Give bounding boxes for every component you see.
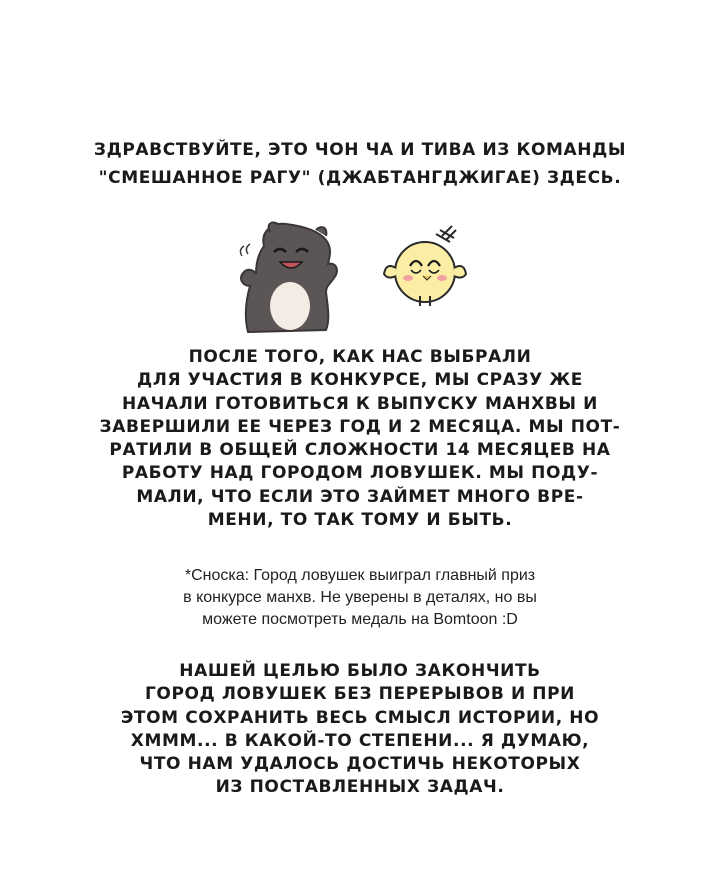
paragraph-line: РАБОТУ НАД ГОРОДОМ ЛОВУШЕК. МЫ ПОДУ- bbox=[121, 463, 599, 484]
paragraph-line: ПОСЛЕ ТОГО, КАК НАС ВЫБРАЛИ bbox=[188, 347, 532, 367]
paragraph-line: ЭТОМ СОХРАНИТЬ ВЕСЬ СМЫСЛ ИСТОРИИ, НО bbox=[120, 707, 600, 728]
paragraph-line: ГОРОД ЛОВУШЕК БЕЗ ПЕРЕРЫВОВ И ПРИ bbox=[144, 684, 576, 705]
chick-character-icon bbox=[384, 226, 466, 306]
paragraph-line: ИЗ ПОСТАВЛЕННЫХ ЗАДАЧ. bbox=[215, 777, 505, 798]
paragraph-two bbox=[0, 660, 720, 800]
seal-character-icon bbox=[240, 222, 336, 332]
paragraph-line: ЗАВЕРШИЛИ ЕЕ ЧЕРЕЗ ГОД И 2 МЕСЯЦА. МЫ ПОТ- bbox=[99, 416, 621, 437]
paragraph-line: НАШЕЙ ЦЕЛЬЮ БЫЛО ЗАКОНЧИТЬ bbox=[179, 661, 541, 681]
footnote-line: в конкурсе манхв. Не уверены в деталях, но вы bbox=[183, 589, 537, 606]
characters-illustration bbox=[230, 212, 490, 342]
footnote-line: можете посмотреть медаль на Bomtoon :D bbox=[202, 611, 518, 628]
intro-line: "СМЕШАННОЕ РАГУ" (ДЖАБТАНГДЖИГАЕ) ЗДЕСЬ. bbox=[98, 168, 622, 188]
intro-line: ЗДРАВСТВУЙТЕ, ЭТО ЧОН ЧА И ТИВА ИЗ КОМАНДЫ bbox=[93, 140, 627, 160]
paragraph-line: ДЛЯ УЧАСТИЯ В КОНКУРСЕ, МЫ СРАЗУ ЖЕ bbox=[136, 370, 584, 391]
footnote bbox=[0, 565, 720, 631]
paragraph-line: ХМММ... В КАКОЙ-ТО СТЕПЕНИ... Я ДУМАЮ, bbox=[130, 730, 590, 751]
paragraph-line: НАЧАЛИ ГОТОВИТЬСЯ К ВЫПУСКУ МАНХВЫ И bbox=[122, 393, 598, 414]
paragraph-line: МЕНИ, ТО ТАК ТОМУ И БЫТЬ. bbox=[207, 510, 513, 531]
footnote-line: *Сноска: Город ловушек выиграл главный приз bbox=[184, 567, 536, 584]
intro-text bbox=[0, 136, 720, 192]
paragraph-line: РАТИЛИ В ОБЩЕЙ СЛОЖНОСТИ 14 МЕСЯЦЕВ НА bbox=[109, 440, 611, 461]
paragraph-one bbox=[0, 346, 720, 532]
paragraph-line: МАЛИ, ЧТО ЕСЛИ ЭТО ЗАЙМЕТ МНОГО ВРЕ- bbox=[136, 486, 584, 507]
paragraph-line: ЧТО НАМ УДАЛОСЬ ДОСТИЧЬ НЕКОТОРЫХ bbox=[139, 754, 581, 775]
